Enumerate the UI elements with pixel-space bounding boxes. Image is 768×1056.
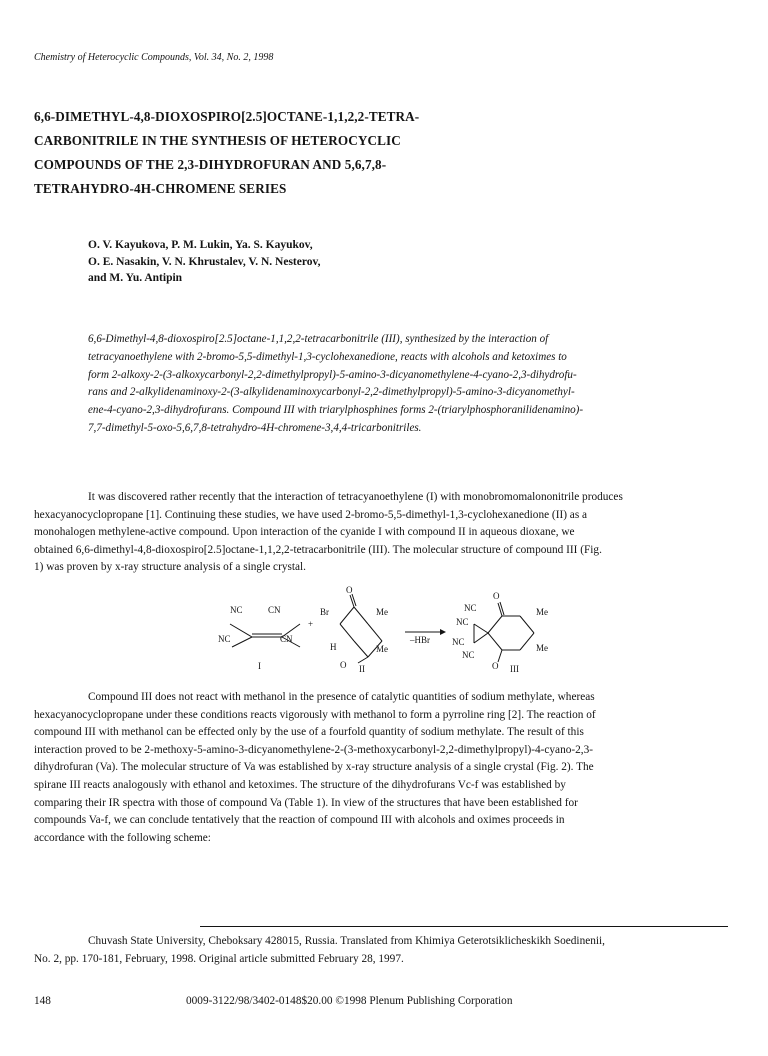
author-line: and M. Yu. Antipin: [88, 272, 183, 284]
scheme-label: NC: [464, 603, 477, 613]
scheme-label: –HBr: [410, 635, 430, 645]
paragraph-line: It was discovered rather recently that the interaction of tetracyanoethylene (I) with monobromomalononitrile produces: [88, 491, 623, 503]
scheme-label: Me: [536, 643, 548, 653]
footnote: [34, 933, 734, 968]
abstract-line: rans and 2-alkylidenaminoxy-2-(3-alkylidenaminoxycarbonyl-2,2-dimethylpropyl)-5-amino-3-dicyanomethyl-: [88, 386, 575, 399]
scheme-label: CN: [280, 634, 293, 644]
abstract: [88, 331, 686, 438]
paragraph-line: compounds Va-f, we can conclude tentatively that the reaction of compound III with alcohols and oximes proceeds in: [34, 814, 565, 827]
paragraph-line: dihydrofuran (Va). The molecular structure of Va was established by x-ray structure analysis of a single crystal (Fig. 2). The: [34, 761, 594, 774]
paragraph-line: 1) was proven by x-ray structure analysis of a single crystal.: [34, 561, 306, 574]
reaction-scheme: [200, 583, 580, 679]
scheme-label: II: [359, 664, 365, 674]
author-line: O. V. Kayukova, P. M. Lukin, Ya. S. Kayukov,: [88, 239, 313, 251]
paragraph-intro: [34, 489, 734, 577]
paragraph-line: spirane III reacts analogously with ethanol and ketoximes. The structure of the dihydrofurans Vc-f was established by: [34, 778, 566, 791]
abstract-line: 7,7-dimethyl-5-oxo-5,6,7,8-tetrahydro-4H-chromene-3,4,4-tricarbonitriles.: [88, 421, 422, 434]
paragraph-line: comparing their IR spectra with those of compound Va (Table 1). In view of the structures that have been established for: [34, 796, 578, 809]
article-title: [34, 105, 594, 201]
title-line: CARBONITRILE IN THE SYNTHESIS OF HETEROCYCLIC: [34, 133, 401, 148]
footnote-line: No. 2, pp. 170-181, February, 1998. Original article submitted February 28, 1997.: [34, 952, 404, 965]
scheme-label: Me: [376, 644, 388, 654]
scheme-label: O: [346, 585, 353, 595]
paragraph-line: monohalogen methylene-active compound. Upon interaction of the cyanide I with compound II in aqueous dioxane, we: [34, 526, 575, 539]
scheme-label: NC: [462, 650, 475, 660]
abstract-line: 6,6-Dimethyl-4,8-dioxospiro[2.5]octane-1,1,2,2-tetracarbonitrile (III), synthesized by the interaction of: [88, 333, 549, 345]
scheme-label: CN: [268, 605, 281, 615]
paragraph-line: accordance with the following scheme:: [34, 831, 211, 844]
abstract-line: form 2-alkoxy-2-(3-alkoxycarbonyl-2,2-dimethylpropyl)-5-amino-3-dicyanomethylene-4-cyano-2,3-dihydrofu-: [88, 368, 577, 381]
abstract-line: tetracyanoethylene with 2-bromo-5,5-dimethyl-1,3-cyclohexanedione, reacts with alcohols and ketoximes to: [88, 350, 567, 363]
scheme-label: Br: [320, 607, 329, 617]
author-list: [88, 237, 321, 287]
scheme-label: +: [308, 619, 314, 629]
scheme-label: NC: [218, 634, 231, 644]
paragraph-line: compound III with methanol can be effected only by the use of a fourfold quantity of sodium methylate. The result of this: [34, 726, 584, 739]
scheme-label: NC: [452, 637, 465, 647]
scheme-label: Me: [536, 607, 548, 617]
title-line: 6,6-DIMETHYL-4,8-DIOXOSPIRO[2.5]OCTANE-1,1,2,2-TETRA-: [34, 109, 420, 124]
scheme-label: H: [330, 642, 337, 652]
paragraph-line: hexacyanocyclopropane under these conditions reacts vigorously with methanol to form a pyrroline ring [2]. The reaction of: [34, 708, 596, 721]
scheme-label: O: [492, 661, 499, 671]
scheme-label: Me: [376, 607, 388, 617]
author-line: O. E. Nasakin, V. N. Khrustalev, V. N. Nesterov,: [88, 255, 321, 268]
paragraph-line: obtained 6,6-dimethyl-4,8-dioxospiro[2.5]octane-1,1,2,2-tetracarbonitrile (III). The molecular structure of compound III (Fig.: [34, 543, 602, 556]
title-line: TETRAHYDRO-4H-CHROMENE SERIES: [34, 181, 287, 196]
scheme-label: NC: [456, 617, 469, 627]
paragraph-line: Compound III does not react with methanol in the presence of catalytic quantities of sodium methylate, whereas: [88, 691, 595, 703]
scheme-label: III: [510, 664, 519, 674]
paragraph-line: hexacyanocyclopropane [1]. Continuing these studies, we have used 2-bromo-5,5-dimethyl-1,3-cyclohexanedione (II) as a: [34, 508, 588, 521]
scheme-label: O: [493, 591, 500, 601]
journal-header: Chemistry of Heterocyclic Compounds, Vol. 34, No. 2, 1998: [34, 52, 274, 63]
abstract-line: ene-4-cyano-2,3-dihydrofurans. Compound III with triarylphosphines forms 2-(triarylphosphoranilidenamino)-: [88, 404, 584, 417]
paragraph-reaction: [34, 689, 734, 847]
paragraph-line: interaction proved to be 2-methoxy-5-amino-3-dicyanomethylene-2-(3-methoxycarbonyl-2,2-dimethylpropyl)-4-cyano-2,3-: [34, 743, 594, 756]
title-line: COMPOUNDS OF THE 2,3-DIHYDROFURAN AND 5,6,7,8-: [34, 157, 387, 172]
page-number: 148: [34, 995, 51, 1007]
scheme-label: NC: [230, 605, 243, 615]
scheme-label: I: [258, 661, 261, 671]
footnote-line: Chuvash State University, Cheboksary 428015, Russia. Translated from Khimiya Geterotsiklicheskikh Soedinenii,: [88, 935, 605, 947]
copyright-line: 0009-3122/98/3402-0148$20.00 ©1998 Plenum Publishing Corporation: [186, 995, 513, 1007]
footnote-divider: [200, 926, 728, 927]
scheme-label: O: [340, 660, 347, 670]
